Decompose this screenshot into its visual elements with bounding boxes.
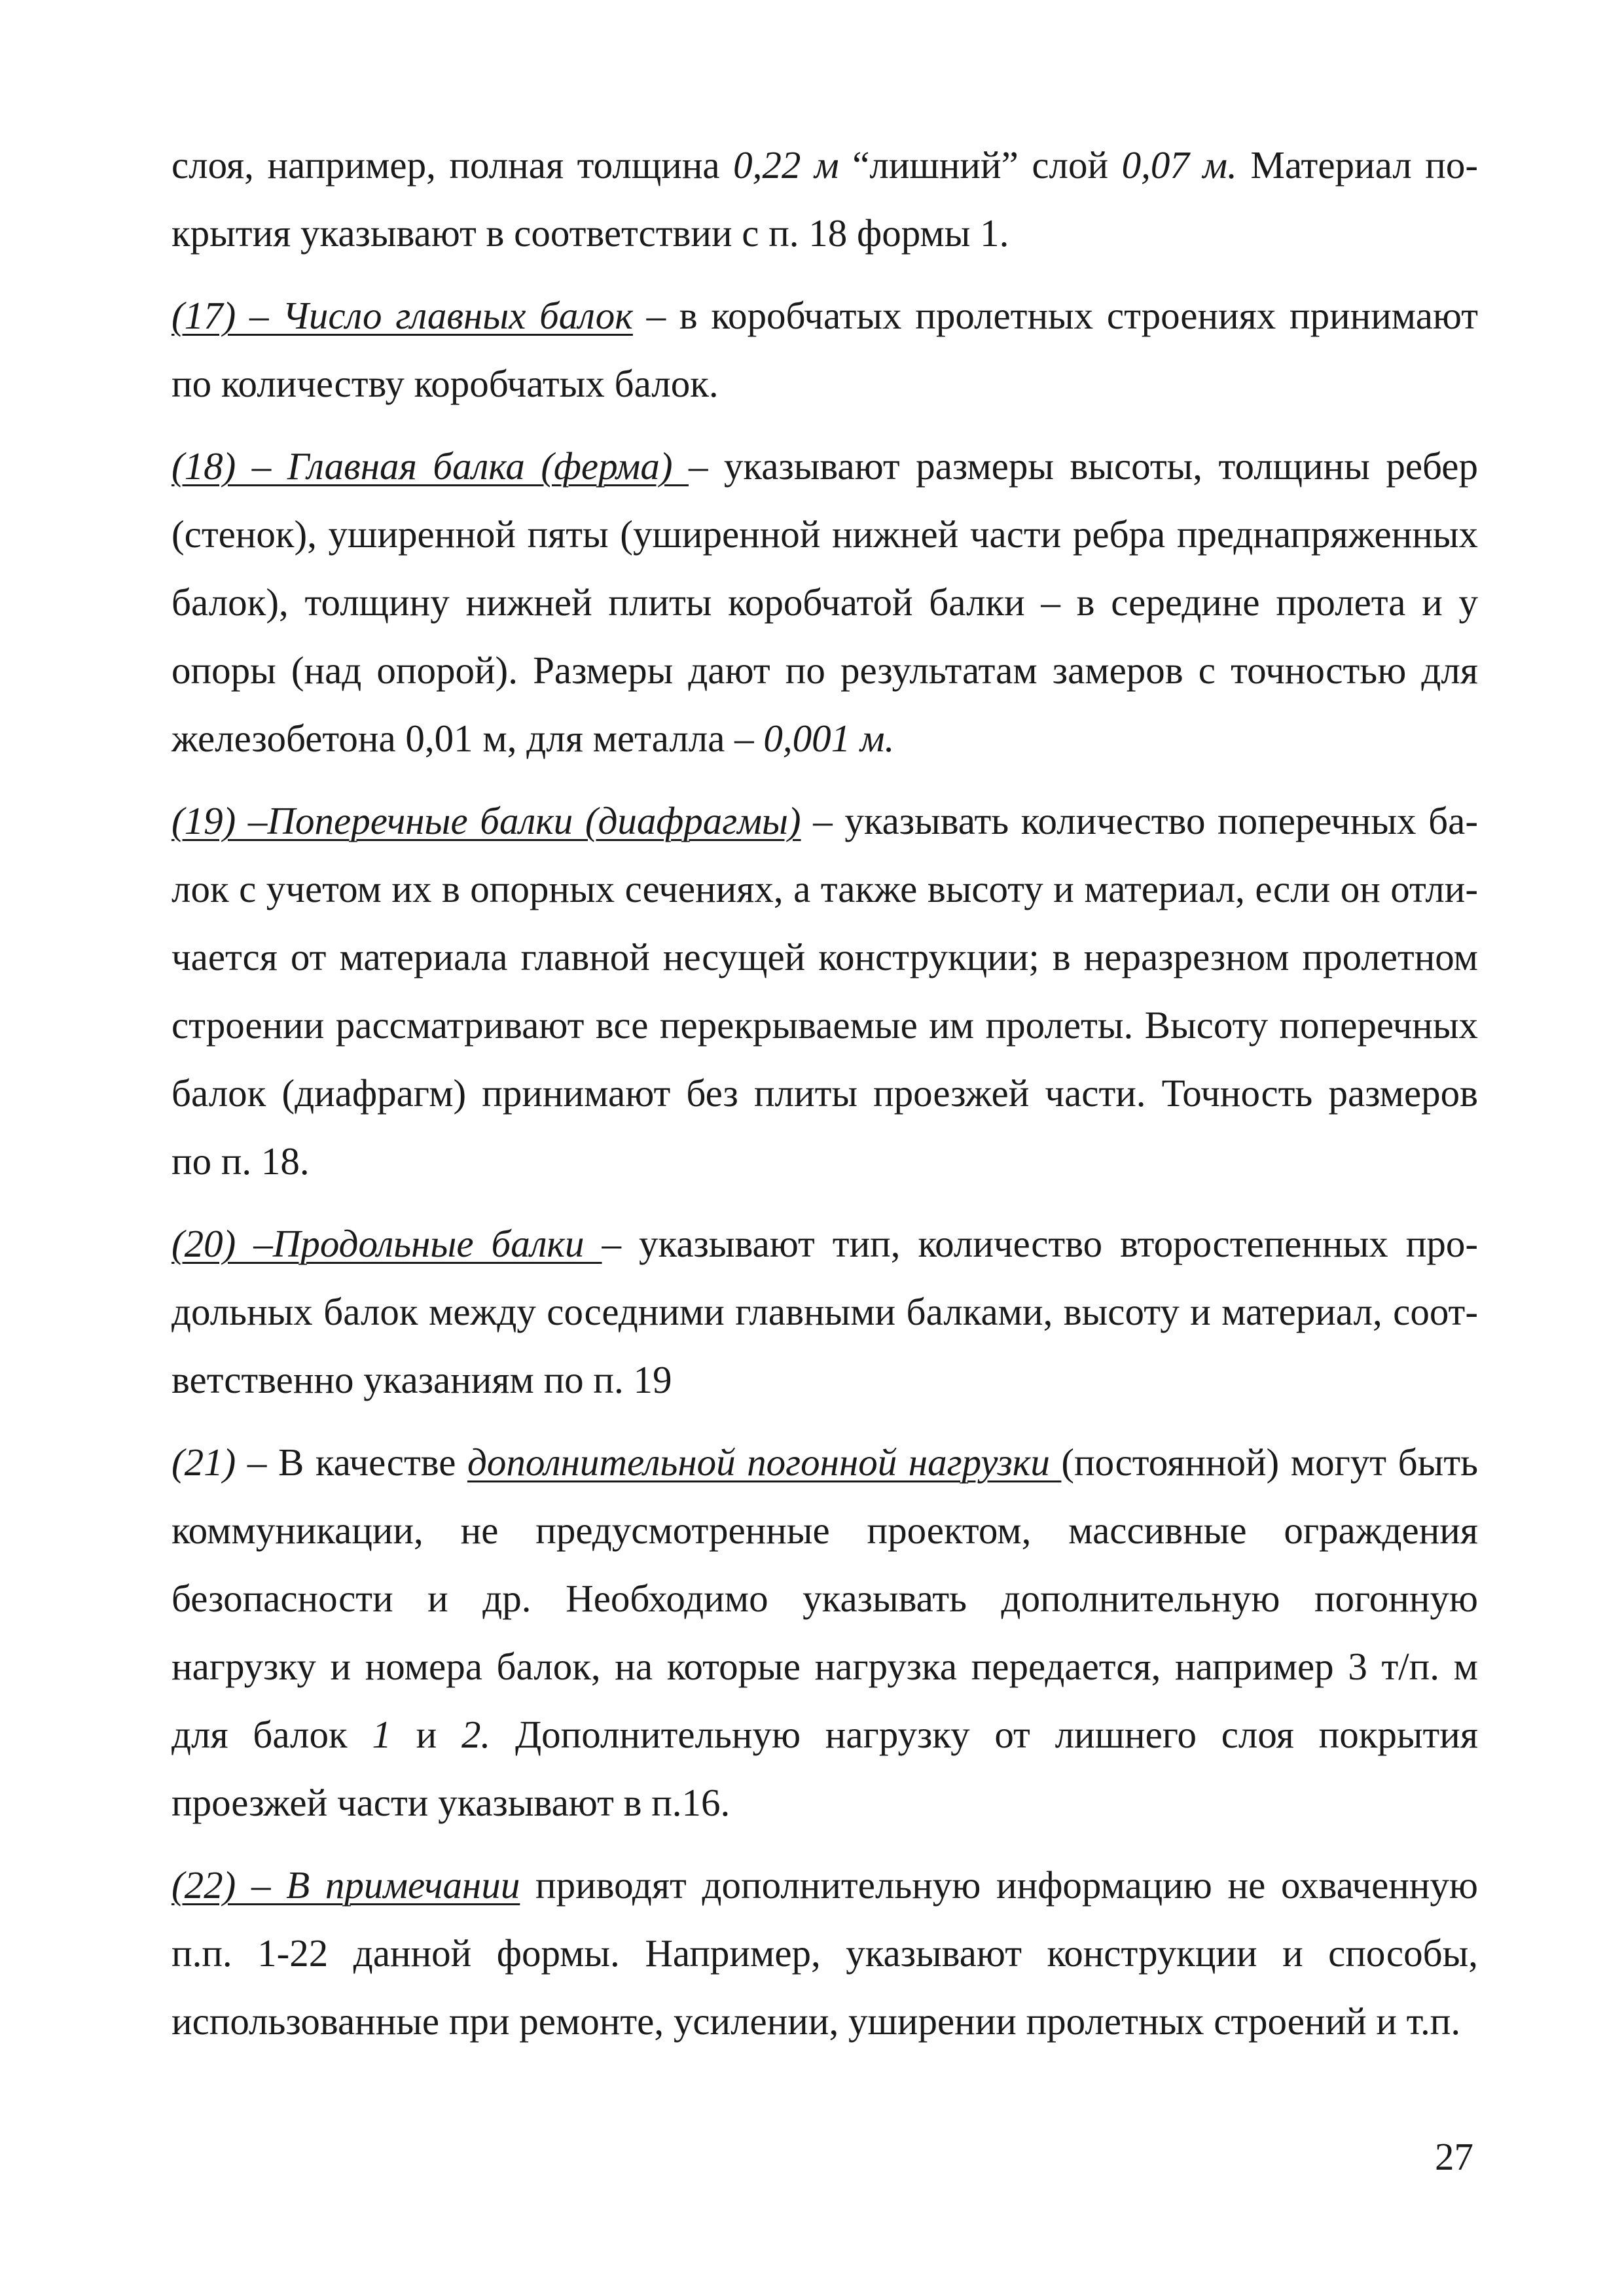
paragraph-18 bbox=[171, 432, 1478, 772]
paragraph-22 bbox=[171, 1851, 1478, 2055]
page-number: 27 bbox=[1435, 2135, 1473, 2178]
paragraph-19 bbox=[171, 787, 1478, 1195]
item-number: (21) bbox=[171, 1441, 236, 1484]
item-text: – указывают размеры высоты, толщины ребер (стенок), уширенной пяты (уширенной нижней части ребра преднапряженных балок), толщину нижней плиты коробчатой балки – в середине пролета и у опоры (над опорой). Размеры дают по результатам замеров с точностью для железобетона 0,01 м, для металла – bbox=[171, 444, 1478, 760]
text: слоя, например, полная толщина bbox=[171, 143, 734, 187]
text: – В качестве bbox=[236, 1441, 468, 1484]
item-label: (18) – Главная балка (ферма) bbox=[171, 444, 689, 488]
italic-value: 0,07 м. bbox=[1121, 143, 1237, 187]
item-text: – указывать количество поперечных балок с учетом их в опорных сечениях, а также высоту и материал, если он отличается от материала главной несущей конструкции; в неразрезном пролетном строении рассматривают все перекрываемые им пролеты. Высоту поперечных балок (диафрагм) принимают без плиты проезжей части. Точность размеров по п. 18. bbox=[171, 799, 1478, 1183]
paragraph-21 bbox=[171, 1428, 1478, 1837]
item-text: – в коробчатых пролетных строениях принимают по количеству коробчатых балок. bbox=[171, 294, 1478, 405]
text: (постоянной) могут быть коммуникации, не предусмотренные проектом, массивные ограждения безопасности и др. Необходимо указывать дополнительную погонную нагрузку и номера балок, на которые нагрузка передается, например 3 т/п. м для балок bbox=[171, 1441, 1479, 1756]
item-label: (17) – Число главных балок bbox=[171, 294, 633, 337]
underlined-term: дополнительной погонной нагрузки bbox=[467, 1441, 1062, 1484]
text: “лишний” слой bbox=[839, 143, 1122, 187]
paragraph-20 bbox=[171, 1210, 1478, 1414]
text: Дополнительную нагрузку от лишнего слоя покрытия проезжей части указывают в п.16. bbox=[171, 1713, 1478, 1824]
item-label: (20) –Продольные балки bbox=[171, 1222, 602, 1265]
item-label: (22) – В примечании bbox=[171, 1863, 520, 1907]
text: и bbox=[391, 1713, 461, 1756]
italic-value: 1 bbox=[372, 1713, 391, 1756]
italic-value: 0,001 м. bbox=[763, 717, 895, 760]
italic-value: 2. bbox=[461, 1713, 491, 1756]
italic-value: 0,22 м bbox=[733, 143, 839, 187]
paragraph-continuation bbox=[171, 131, 1478, 267]
item-text: – указывают тип, количество второстепенных продольных балок между соседними главными балками, высоту и материал, соответственно указаниям по п. 19 bbox=[171, 1222, 1478, 1401]
item-text: приводят дополнительную информацию не охваченную п.п. 1-22 данной формы. Например, указывают конструкции и способы, использованные при ремонте, усилении, уширении пролетных строений и т.п. bbox=[171, 1863, 1479, 2043]
document-page bbox=[171, 131, 1478, 2070]
paragraph-17 bbox=[171, 281, 1478, 418]
text: Материал покрытия указывают в соответствии с п. 18 формы 1. bbox=[171, 143, 1479, 255]
item-label: (19) –Поперечные балки (диафрагмы) bbox=[171, 799, 801, 842]
